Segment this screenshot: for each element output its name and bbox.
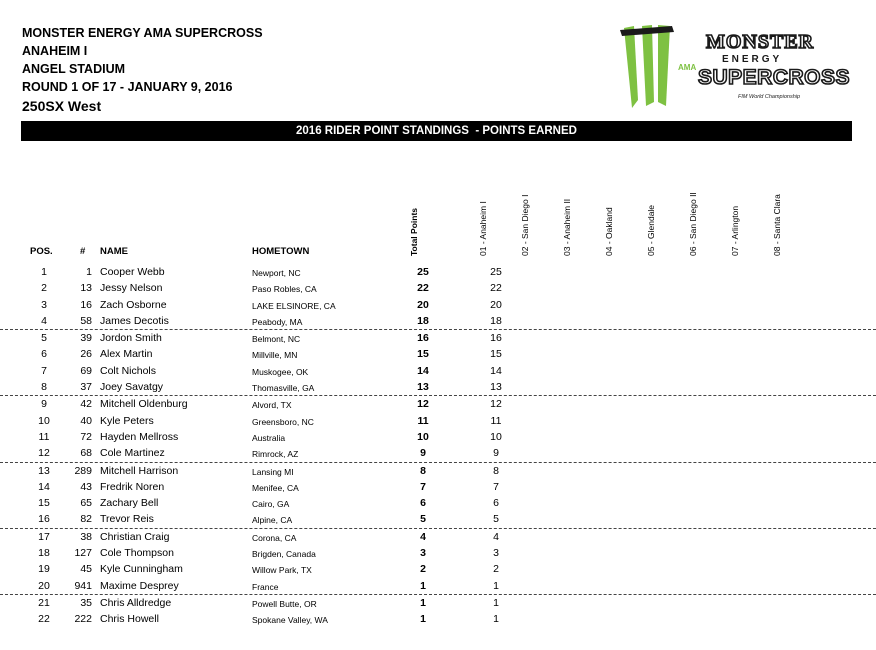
col-pos: POS. — [30, 246, 53, 257]
table-row: 5 39 Jordon Smith Belmont, NC 16 16 — [41, 332, 502, 345]
monster-supercross-logo — [618, 22, 854, 110]
class-name: 250SX West — [22, 98, 102, 114]
table-row: 21 35 Chris Alldredge Powell Butte, OR 1 1 — [38, 596, 499, 609]
table-row: 4 58 James Decotis Peabody, MA 18 18 — [0, 313, 876, 330]
table-row: 10 40 Kyle Peters Greensboro, NC 11 11 — [38, 414, 502, 427]
venue-name: ANGEL STADIUM — [22, 62, 126, 76]
table-row: 7 69 Colt Nichols Muskogee, OK 14 14 — [41, 364, 502, 377]
table-row: 20 941 Maxime Desprey France 1 1 — [0, 578, 876, 595]
logo-tagline-text: FIM World Championship — [738, 94, 801, 100]
table-row: 3 16 Zach Osborne LAKE ELSINORE, CA 20 20 — [41, 298, 502, 311]
round-info: ROUND 1 OF 17 - JANUARY 9, 2016 — [22, 80, 233, 94]
col-hometown: HOMETOWN — [252, 246, 310, 257]
table-row: 11 72 Hayden Mellross Australia 10 10 — [38, 430, 502, 443]
logo-supercross-text: SUPERCROSS — [698, 66, 851, 89]
table-row: 22 222 Chris Howell Spokane Valley, WA 1 1 — [38, 613, 499, 626]
col-number: # — [80, 246, 86, 257]
logo-energy-text: ENERGY — [722, 54, 783, 65]
event-header — [22, 24, 263, 116]
table-row: 15 65 Zachary Bell Cairo, GA 6 6 — [38, 497, 499, 510]
table-row: 2 13 Jessy Nelson Paso Robles, CA 22 22 — [41, 282, 502, 295]
logo-ama-text: AMA — [678, 63, 697, 72]
table-row: 16 82 Trevor Reis Alpine, CA 5 5 — [0, 511, 876, 528]
series-title: MONSTER ENERGY AMA SUPERCROSS — [22, 26, 263, 40]
table-row: 17 38 Christian Craig Corona, CA 4 4 — [38, 530, 499, 543]
standings-table — [0, 264, 876, 628]
table-row: 6 26 Alex Martin Millville, MN 15 15 — [41, 348, 502, 361]
monster-claw-icon — [620, 25, 674, 108]
standings-banner: 2016 RIDER POINT STANDINGS - POINTS EARNED — [21, 121, 852, 141]
col-name: NAME — [100, 246, 128, 257]
table-row: 9 42 Mitchell Oldenburg Alvord, TX 12 12 — [41, 398, 502, 411]
table-row: 14 43 Fredrik Noren Menifee, CA 7 7 — [38, 480, 499, 493]
table-row: 13 289 Mitchell Harrison Lansing MI 8 8 — [38, 464, 499, 477]
event-name: ANAHEIM I — [22, 44, 88, 58]
logo-monster-text: MONSTER — [706, 31, 815, 53]
table-row: 18 127 Cole Thompson Brigden, Canada 3 3 — [38, 547, 499, 560]
table-row: 1 1 Cooper Webb Newport, NC 25 25 — [41, 266, 502, 278]
table-row: 19 45 Kyle Cunningham Willow Park, TX 2 2 — [38, 563, 499, 576]
table-row: 12 68 Cole Martinez Rimrock, AZ 9 9 — [0, 445, 876, 462]
table-row: 8 37 Joey Savatgy Thomasville, GA 13 13 — [0, 379, 876, 396]
